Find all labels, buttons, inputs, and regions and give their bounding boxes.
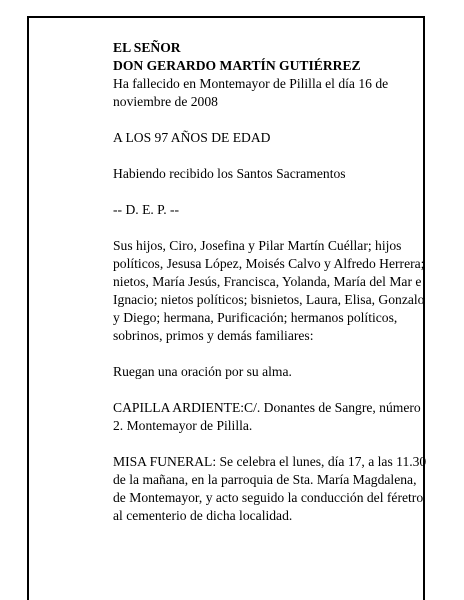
obituary-age: A LOS 97 AÑOS DE EDAD: [113, 130, 271, 145]
obituary-dep: -- D. E. P. --: [113, 202, 180, 217]
obituary-title-line2: DON GERARDO MARTÍN GUTIÉRREZ: [113, 58, 361, 73]
obituary-body: [113, 39, 428, 525]
obituary-funeral: MISA FUNERAL: Se celebra el lunes, día 17, a las 11.30 de la mañana, en la parroquia de Sta. María Magdalena, de Montemayor, y acto seguido la conducción del féretro al cementerio de dicha localidad.: [113, 454, 427, 523]
obituary-family: Sus hijos, Ciro, Josefina y Pilar Martín Cuéllar; hijos políticos, Jesusa López, Moisés Calvo y Alfredo Herrera; nietos, María Jesús, Francisca, Yolanda, María del Mar e Ignacio; nietos políticos; bisnietos, Laura, Elisa, Gonzalo y Diego; hermana, Purificación; hermanos políticos, sobrinos, primos y demás familiares:: [113, 238, 425, 343]
obituary-intro: Ha fallecido en Montemayor de Pililla el día 16 de noviembre de 2008: [113, 76, 389, 109]
obituary-prayer: Ruegan una oración por su alma.: [113, 364, 292, 379]
obituary-sacraments: Habiendo recibido los Santos Sacramentos: [113, 166, 346, 181]
obituary-title-line1: EL SEÑOR: [113, 40, 181, 55]
obituary-chapel: CAPILLA ARDIENTE:C/. Donantes de Sangre, número 2. Montemayor de Pililla.: [113, 400, 421, 433]
